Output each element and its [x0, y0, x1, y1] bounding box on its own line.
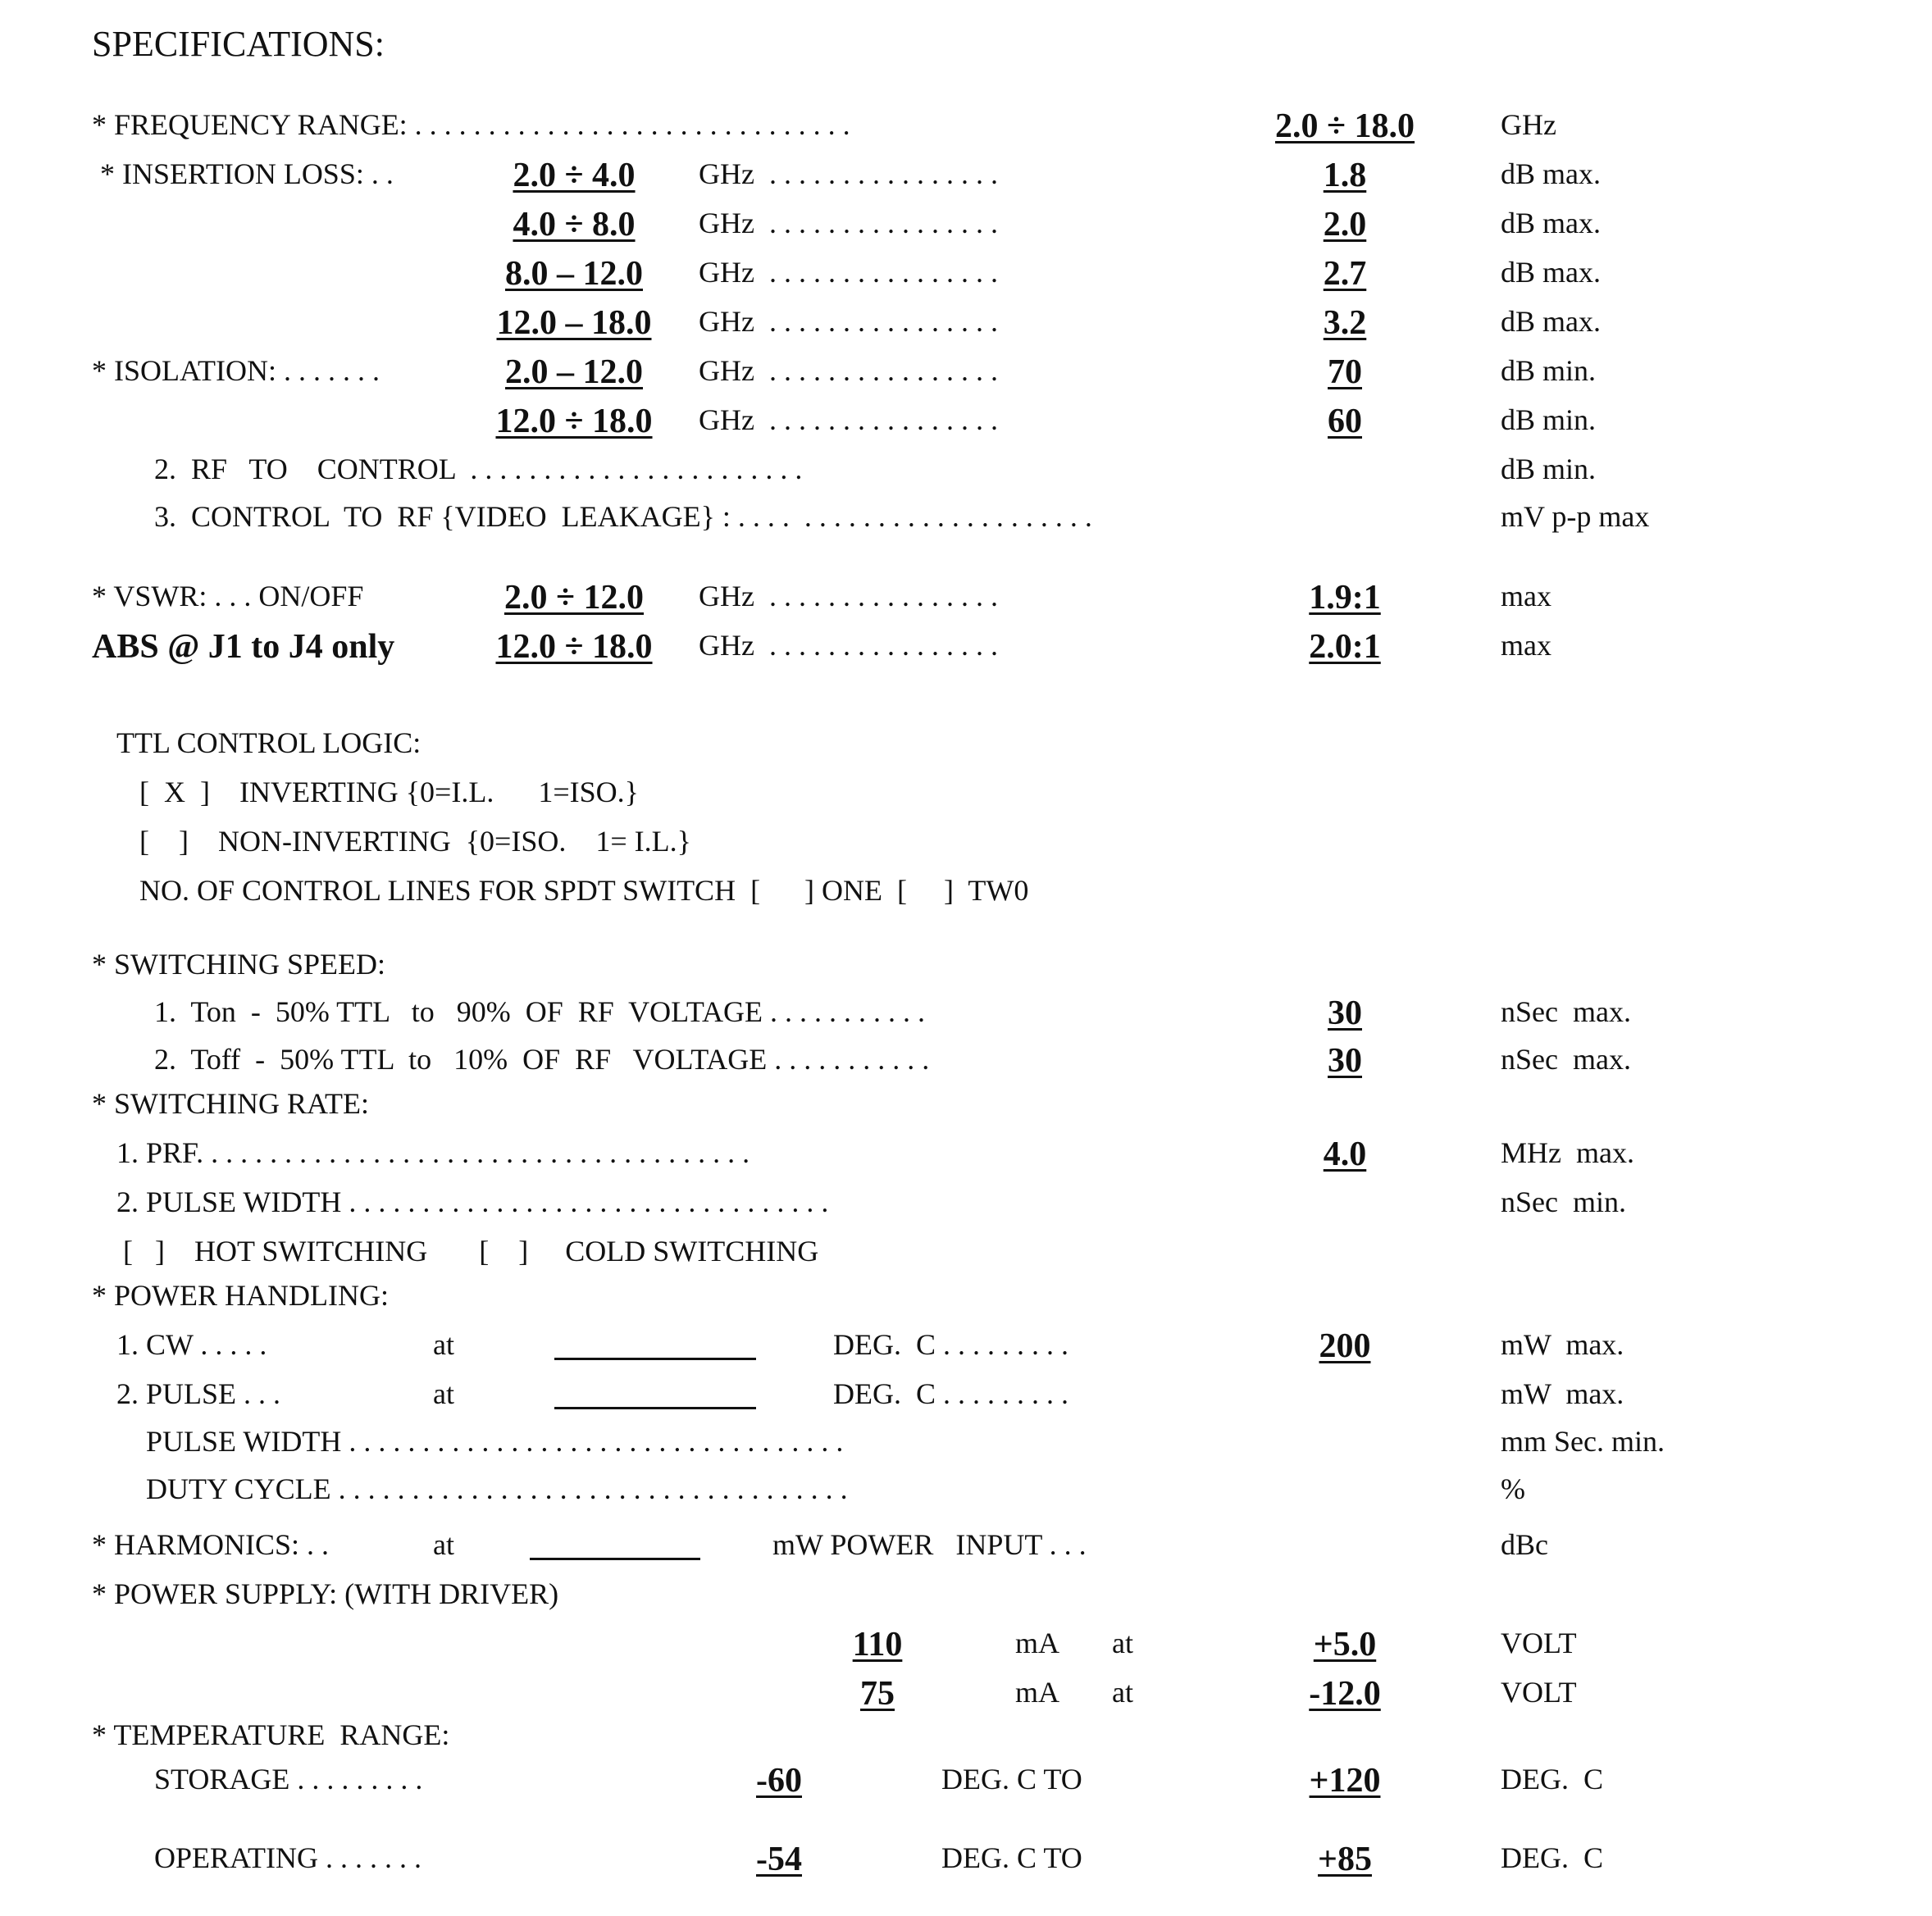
frequency-range-unit: GHz	[1501, 108, 1556, 141]
iso-value-2: 60	[1328, 403, 1362, 440]
il-unit-2: dB max.	[1501, 207, 1601, 239]
pulse-at: at	[433, 1377, 454, 1410]
cw-value: 200	[1319, 1327, 1371, 1365]
prf-value: 4.0	[1323, 1135, 1367, 1173]
toff-value: 30	[1328, 1042, 1362, 1080]
il-ghz-4: GHz . . . . . . . . . . . . . . . .	[699, 305, 998, 338]
storage-unit: DEG. C	[1501, 1763, 1603, 1795]
cw-unit: mW max.	[1501, 1328, 1624, 1361]
vswr-band-1: 2.0 ÷ 12.0	[504, 579, 645, 617]
ph-pulse-width-label: PULSE WIDTH . . . . . . . . . . . . . . . . . . . . . . . . . . . . . . . . . .	[146, 1425, 844, 1458]
frequency-range-value: 2.0 ÷ 18.0	[1274, 107, 1415, 145]
rf-to-control-unit: dB min.	[1501, 453, 1597, 485]
duty-cycle-label: DUTY CYCLE . . . . . . . . . . . . . . . . . . . . . . . . . . . . . . . . . . .	[146, 1472, 848, 1505]
vswr-band-2: 12.0 ÷ 18.0	[495, 628, 653, 666]
il-band-3: 8.0 – 12.0	[505, 255, 643, 293]
pulse-width-unit: nSec min.	[1501, 1186, 1626, 1218]
video-leakage-unit: mV p-p max	[1501, 500, 1650, 533]
frequency-range-label: * FREQUENCY RANGE: . . . . . . . . . . . . . . . . . . . . . . . . . . . . . .	[92, 108, 850, 141]
il-band-1: 2.0 ÷ 4.0	[513, 157, 636, 194]
operating-max: +85	[1318, 1841, 1372, 1878]
isolation-label: * ISOLATION: . . . . . . .	[92, 354, 380, 387]
il-band-2: 4.0 ÷ 8.0	[513, 206, 636, 243]
ttl-inverting-option: [ X ] INVERTING {0=I.L. 1=ISO.}	[139, 776, 639, 808]
prf-label: 1. PRF. . . . . . . . . . . . . . . . . . . . . . . . . . . . . . . . . . . . . .	[116, 1136, 750, 1169]
ton-value: 30	[1328, 994, 1362, 1032]
video-leakage-label: 3. CONTROL TO RF {VIDEO LEAKAGE} : . . . . . . . . . . . . . . . . . . . . . . . .	[154, 500, 1092, 533]
prf-unit: MHz max.	[1501, 1136, 1634, 1169]
insertion-loss-label: * INSERTION LOSS: . .	[100, 157, 394, 190]
cw-label: 1. CW . . . . .	[116, 1328, 267, 1361]
cw-temp-blank	[554, 1358, 756, 1360]
ton-unit: nSec max.	[1501, 995, 1631, 1028]
storage-max: +120	[1309, 1762, 1381, 1800]
vswr-value-1: 1.9:1	[1309, 579, 1381, 617]
il-unit-1: dB max.	[1501, 157, 1601, 190]
vswr-ghz-1: GHz . . . . . . . . . . . . . . . .	[699, 580, 998, 612]
il-ghz-1: GHz . . . . . . . . . . . . . . . .	[699, 157, 998, 190]
iso-ghz-1: GHz . . . . . . . . . . . . . . . .	[699, 354, 998, 387]
ps-ma-1: mA	[1015, 1627, 1059, 1659]
vswr-note: ABS @ J1 to J4 only	[92, 628, 395, 666]
vswr-label: * VSWR: . . . ON/OFF	[92, 580, 364, 612]
ps-at-2: at	[1112, 1676, 1133, 1709]
ps-volt-1: +5.0	[1313, 1626, 1377, 1663]
operating-to: DEG. C TO	[941, 1841, 1082, 1874]
vswr-unit-2: max	[1501, 629, 1552, 662]
pulse-width-label: 2. PULSE WIDTH . . . . . . . . . . . . . . . . . . . . . . . . . . . . . . . . .	[116, 1186, 829, 1218]
harmonics-power-blank	[530, 1558, 700, 1560]
iso-ghz-2: GHz . . . . . . . . . . . . . . . .	[699, 403, 998, 436]
ps-ma-2: mA	[1015, 1676, 1059, 1709]
storage-to: DEG. C TO	[941, 1763, 1082, 1795]
pulse-temp-blank	[554, 1407, 756, 1409]
switching-rate-label: * SWITCHING RATE:	[92, 1087, 369, 1120]
il-band-4: 12.0 – 18.0	[496, 304, 652, 342]
ps-unit-1: VOLT	[1501, 1627, 1577, 1659]
iso-unit-1: dB min.	[1501, 354, 1597, 387]
harmonics-unit: dBc	[1501, 1528, 1548, 1561]
operating-unit: DEG. C	[1501, 1841, 1603, 1874]
ps-unit-2: VOLT	[1501, 1676, 1577, 1709]
switching-speed-label: * SWITCHING SPEED:	[92, 948, 385, 981]
ttl-control-label: TTL CONTROL LOGIC:	[116, 726, 421, 759]
duty-cycle-unit: %	[1501, 1472, 1525, 1505]
harmonics-label: * HARMONICS: . .	[92, 1528, 330, 1561]
il-unit-3: dB max.	[1501, 256, 1601, 289]
il-ghz-2: GHz . . . . . . . . . . . . . . . .	[699, 207, 998, 239]
vswr-value-2: 2.0:1	[1309, 628, 1381, 666]
operating-min: -54	[756, 1841, 802, 1878]
pulse-unit: mW max.	[1501, 1377, 1624, 1410]
harmonics-at: at	[433, 1528, 454, 1561]
il-unit-4: dB max.	[1501, 305, 1601, 338]
ps-volt-2: -12.0	[1309, 1675, 1381, 1713]
il-value-3: 2.7	[1323, 255, 1367, 293]
toff-unit: nSec max.	[1501, 1043, 1631, 1076]
iso-unit-2: dB min.	[1501, 403, 1597, 436]
il-value-1: 1.8	[1323, 157, 1367, 194]
il-value-2: 2.0	[1323, 206, 1367, 243]
power-supply-label: * POWER SUPPLY: (WITH DRIVER)	[92, 1577, 559, 1610]
power-handling-label: * POWER HANDLING:	[92, 1279, 389, 1312]
control-lines-option: NO. OF CONTROL LINES FOR SPDT SWITCH [ ] ONE [ ] TW0	[139, 874, 1029, 907]
ps-current-2: 75	[860, 1675, 895, 1713]
iso-band-1: 2.0 – 12.0	[505, 353, 643, 391]
page-title: SPECIFICATIONS:	[92, 24, 385, 64]
rf-to-control-label: 2. RF TO CONTROL . . . . . . . . . . . . . . . . . . . . . . .	[154, 453, 803, 485]
il-ghz-3: GHz . . . . . . . . . . . . . . . .	[699, 256, 998, 289]
operating-label: OPERATING . . . . . . .	[154, 1841, 422, 1874]
ph-pulse-width-unit: mm Sec. min.	[1501, 1425, 1665, 1458]
toff-label: 2. Toff - 50% TTL to 10% OF RF VOLTAGE . . . . . . . . . . .	[154, 1043, 930, 1076]
vswr-ghz-2: GHz . . . . . . . . . . . . . . . .	[699, 629, 998, 662]
cw-at: at	[433, 1328, 454, 1361]
hot-cold-switching-option: [ ] HOT SWITCHING [ ] COLD SWITCHING	[123, 1235, 819, 1267]
vswr-unit-1: max	[1501, 580, 1552, 612]
ps-at-1: at	[1112, 1627, 1133, 1659]
ttl-non-inverting-option: [ ] NON-INVERTING {0=ISO. 1= I.L.}	[139, 825, 691, 858]
cw-deg: DEG. C . . . . . . . . .	[833, 1328, 1069, 1361]
il-value-4: 3.2	[1323, 304, 1367, 342]
harmonics-input: mW POWER INPUT . . .	[772, 1528, 1087, 1561]
pulse-label: 2. PULSE . . .	[116, 1377, 281, 1410]
temperature-range-label: * TEMPERATURE RANGE:	[92, 1718, 450, 1751]
ton-label: 1. Ton - 50% TTL to 90% OF RF VOLTAGE . . . . . . . . . . .	[154, 995, 925, 1028]
iso-band-2: 12.0 ÷ 18.0	[495, 403, 653, 440]
storage-label: STORAGE . . . . . . . . .	[154, 1763, 423, 1795]
iso-value-1: 70	[1328, 353, 1362, 391]
storage-min: -60	[756, 1762, 802, 1800]
pulse-deg: DEG. C . . . . . . . . .	[833, 1377, 1069, 1410]
ps-current-1: 110	[852, 1626, 903, 1663]
